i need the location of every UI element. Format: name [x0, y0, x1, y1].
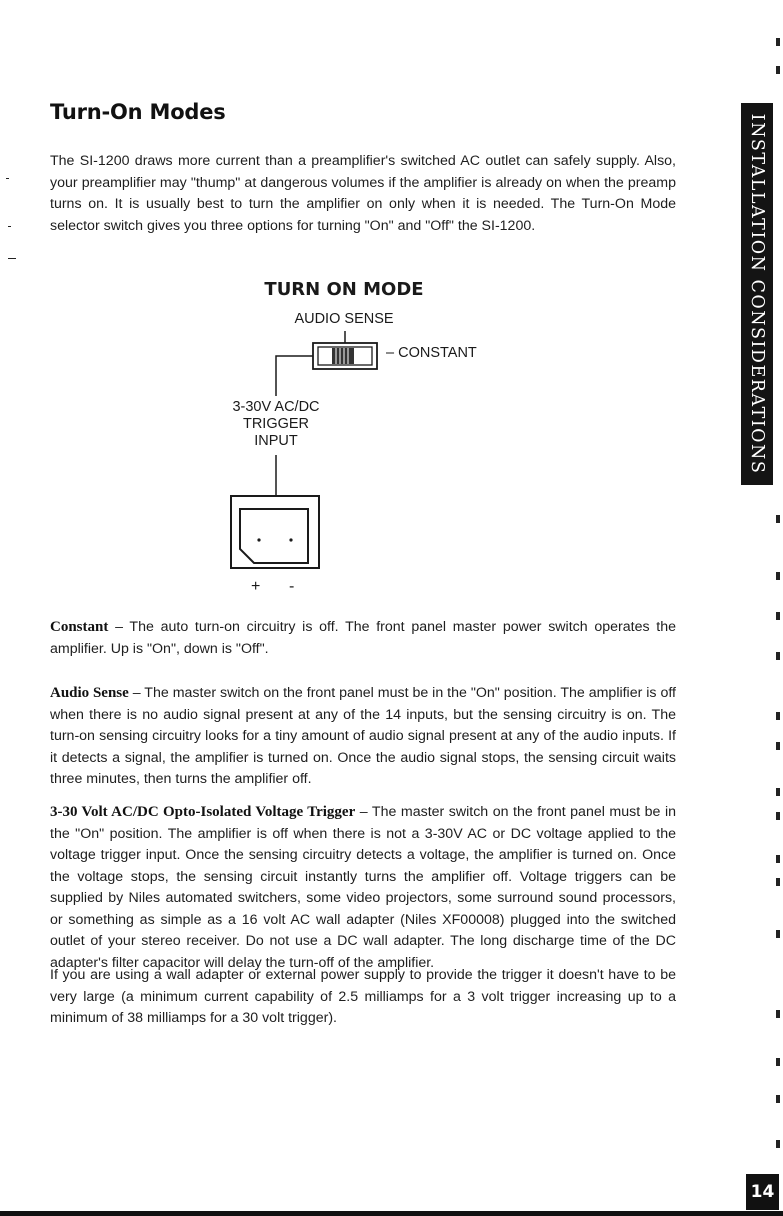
wall-adapter-paragraph: If you are using a wall adapter or external power supply to provide the trigger it doesn't have to be very large (a minimum current capability of 2.5 milliamps for a 3 volt trigger increasing up to a minimum of 38 milliamps for a 30 volt trigger). [50, 967, 676, 1026]
mode-term: 3-30 Volt AC/DC Opto-Isolated Voltage Trigger [50, 804, 356, 820]
mode-description: – The master switch on the front panel must be in the "On" position. The amplifier is off when there is not a 3-30V AC or DC voltage applied to the voltage trigger input. Once the sensing circuitry detects a voltage, the amplifier is turned on. Once the voltage stops, the sensing circuit instantly turns the amplifier off. Voltage triggers can be supplied by Niles automated switchers, some video projectors, some surround sound processors, or something as simple as a 16 volt AC wall adapter (Niles XF00008) plugged into the switched outlet of your stereo receiver. Do not use a DC wall adapter. The long discharge time of the DC adapter's filter capacitor will delay the turn-off of the amplifier. [50, 804, 677, 971]
selector-switch-icon [313, 343, 377, 369]
bottom-rule [0, 1211, 783, 1216]
audio-sense-label: AUDIO SENSE [294, 311, 394, 327]
mode-description: – The master switch on the front panel must be in the "On" position. The amplifier is off when there is no audio signal present at any of the 14 inputs, but the sensing circuitry is on. The turn-on sensing circuitry looks for a tiny amount of audio signal present at any of the audio inputs. If it detects a signal, the amplifier is turned on. Once the audio signal stops, the sensing circuit waits three minutes, then turns the amplifier off. [50, 685, 676, 787]
intro-paragraph: The SI-1200 draws more current than a preamplifier's switched AC outlet can safely supply. Also, your preamplifier may "thump" at dangerous volumes if the amplifier is already on when the preamp turns on. It is usually best to turn the amplifier on only when it is needed. The Turn-On Mode selector switch gives you three options for turning "On" and "Off" the SI-1200. [50, 153, 676, 234]
connector-terminal-icon [231, 496, 319, 568]
mode-term: Audio Sense [50, 685, 129, 701]
mode-term: Constant [50, 619, 109, 635]
minus-terminal-label: - [289, 578, 295, 595]
mode-audio-sense [50, 683, 676, 791]
mode-description: – The auto turn-on circuitry is off. The front panel master power switch operates the amplifier. Up is "On", down is "Off". [50, 619, 676, 657]
section-heading: Turn-On Modes [50, 100, 226, 124]
constant-label: – CONSTANT [386, 345, 477, 361]
diagram-title: TURN ON MODE [264, 279, 424, 300]
mode-voltage-trigger [50, 802, 676, 974]
plus-terminal-label: + [251, 578, 261, 595]
side-tab-label: INSTALLATION CONSIDERATIONS [747, 113, 767, 475]
page-number: 14 [746, 1174, 779, 1210]
trigger-input-label: 3-30V AC/DC TRIGGER INPUT [232, 399, 320, 449]
mode-constant [50, 617, 676, 660]
